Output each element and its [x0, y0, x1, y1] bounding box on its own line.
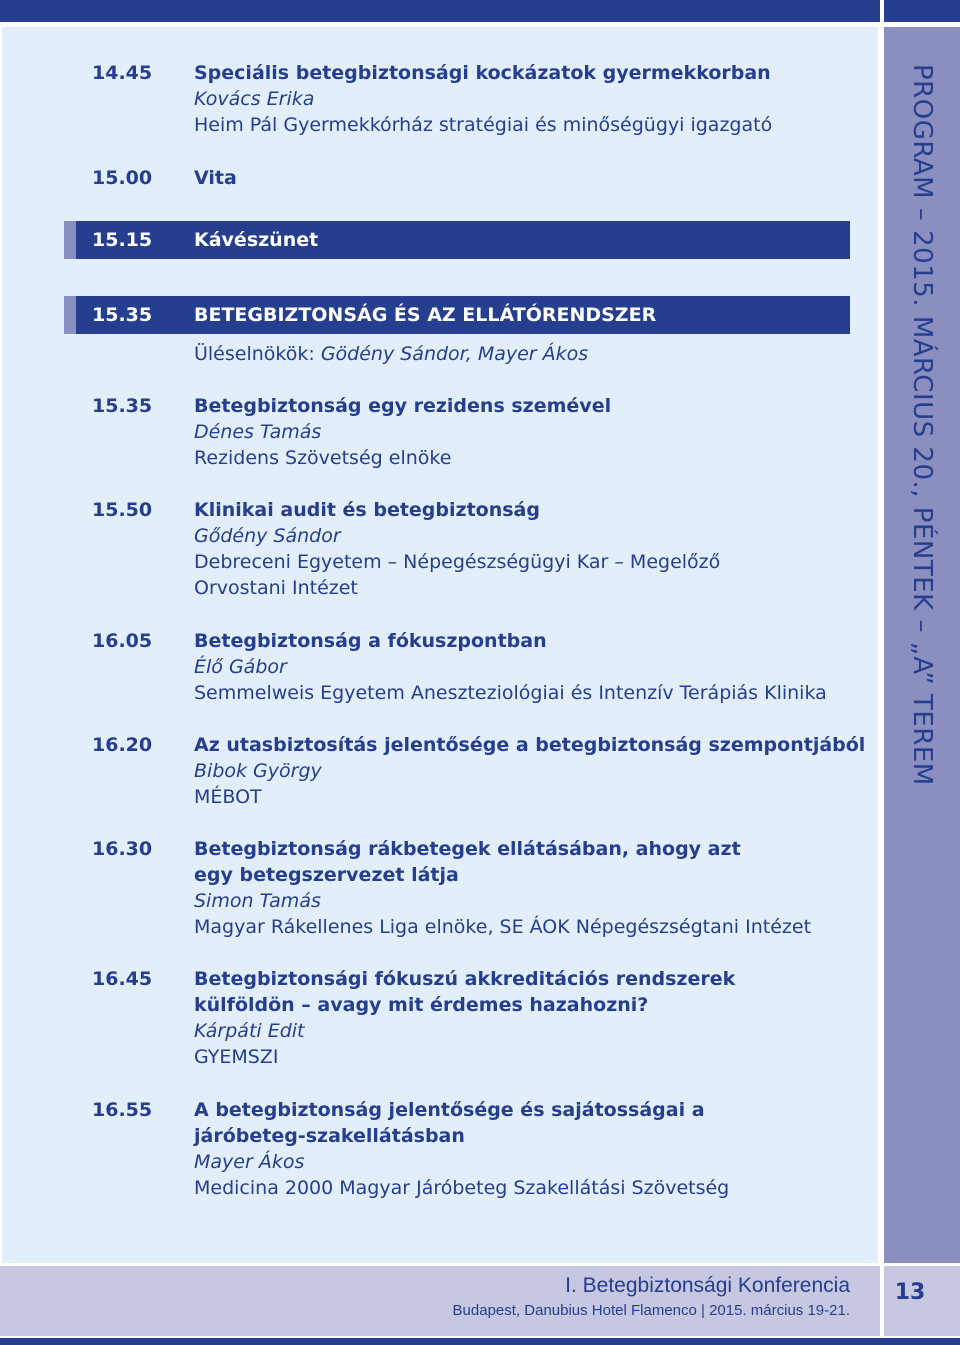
break-time: 15.15 [92, 229, 153, 251]
program-item [92, 1097, 852, 1201]
item-title: Klinikai audit és betegbiztonság [194, 499, 540, 521]
item-title: Vita [194, 167, 237, 189]
item-affiliation: GYEMSZI [194, 1046, 279, 1068]
item-speaker: Dénes Tamás [194, 421, 322, 443]
band-accent [64, 221, 76, 259]
program-item [92, 165, 852, 191]
item-affiliation: Semmelweis Egyetem Aneszteziológiai és Intenzív Terápiás Klinika [194, 682, 827, 704]
item-time: 15.00 [92, 167, 153, 189]
break-band [64, 221, 850, 259]
program-item [92, 393, 852, 471]
program-item [92, 628, 852, 706]
item-affiliation: MÉBOT [194, 786, 262, 808]
program-item [92, 966, 852, 1070]
band-accent [64, 296, 76, 334]
break-title: Kávészünet [194, 229, 319, 251]
item-time: 16.20 [92, 734, 153, 756]
item-title: Speciális betegbiztonsági kockázatok gyermekkorban [194, 62, 771, 84]
conference-title: I. Betegbiztonsági Konferencia [565, 1274, 850, 1297]
chairs-label: Üléselnökök: [194, 343, 321, 365]
item-time: 16.45 [92, 968, 153, 990]
item-title: Betegbiztonság egy rezidens szemével [194, 395, 612, 417]
chairs-names: Gödény Sándor, Mayer Ákos [320, 343, 589, 365]
top-bar-right [884, 0, 960, 22]
section-band [64, 296, 850, 334]
page-number: 13 [894, 1280, 926, 1305]
item-speaker: Simon Tamás [194, 890, 321, 912]
item-time: 16.30 [92, 838, 153, 860]
item-speaker: Kárpáti Edit [194, 1020, 305, 1042]
item-title: Betegbiztonság a fókuszpontban [194, 630, 547, 652]
program-item [92, 836, 852, 940]
item-time: 16.55 [92, 1099, 153, 1121]
item-affiliation: Medicina 2000 Magyar Járóbeteg Szakellátási Szövetség [194, 1177, 730, 1199]
conference-venue: Budapest, Danubius Hotel Flamenco | 2015. március 19-21. [452, 1302, 850, 1319]
item-time: 15.50 [92, 499, 153, 521]
top-bar [0, 0, 880, 22]
item-title: Betegbiztonság rákbetegek ellátásában, ahogy azt egy betegszervezet látja [194, 838, 741, 886]
bottom-line [0, 1338, 960, 1345]
item-title: A betegbiztonság jelentősége és sajátosságai a járóbeteg-szakellátásban [194, 1099, 705, 1147]
item-affiliation: Heim Pál Gyermekkórház stratégiai és minőségügyi igazgató [194, 114, 773, 136]
item-affiliation: Rezidens Szövetség elnöke [194, 447, 452, 469]
item-time: 14.45 [92, 62, 153, 84]
program-item [92, 732, 866, 810]
side-program-label: PROGRAM – 2015. MÁRCIUS 20., PÉNTEK – „A” TEREM [907, 64, 937, 786]
program-item [92, 497, 852, 601]
item-time: 16.05 [92, 630, 153, 652]
section-time: 15.35 [92, 304, 153, 326]
session-chairs [194, 341, 588, 367]
item-title: Betegbiztonsági fókuszú akkreditációs rendszerek külföldön – avagy mit érdemes hazahozni? [194, 968, 736, 1016]
item-affiliation: Debreceni Egyetem – Népegészségügyi Kar – Megelőző Orvostani Intézet [194, 551, 721, 599]
item-speaker: Mayer Ákos [194, 1151, 305, 1173]
section-title: BETEGBIZTONSÁG ÉS AZ ELLÁTÓRENDSZER [194, 304, 657, 326]
item-title: Az utasbiztosítás jelentősége a betegbiztonság szempontjából [194, 734, 866, 756]
item-affiliation: Magyar Rákellenes Liga elnöke, SE ÁOK Népegészségtani Intézet [194, 916, 812, 938]
item-speaker: Bibok György [194, 760, 322, 782]
item-speaker: Kovács Erika [194, 88, 315, 110]
item-speaker: Gődény Sándor [194, 525, 341, 547]
program-item [92, 60, 852, 138]
item-speaker: Élő Gábor [194, 656, 287, 678]
item-time: 15.35 [92, 395, 153, 417]
